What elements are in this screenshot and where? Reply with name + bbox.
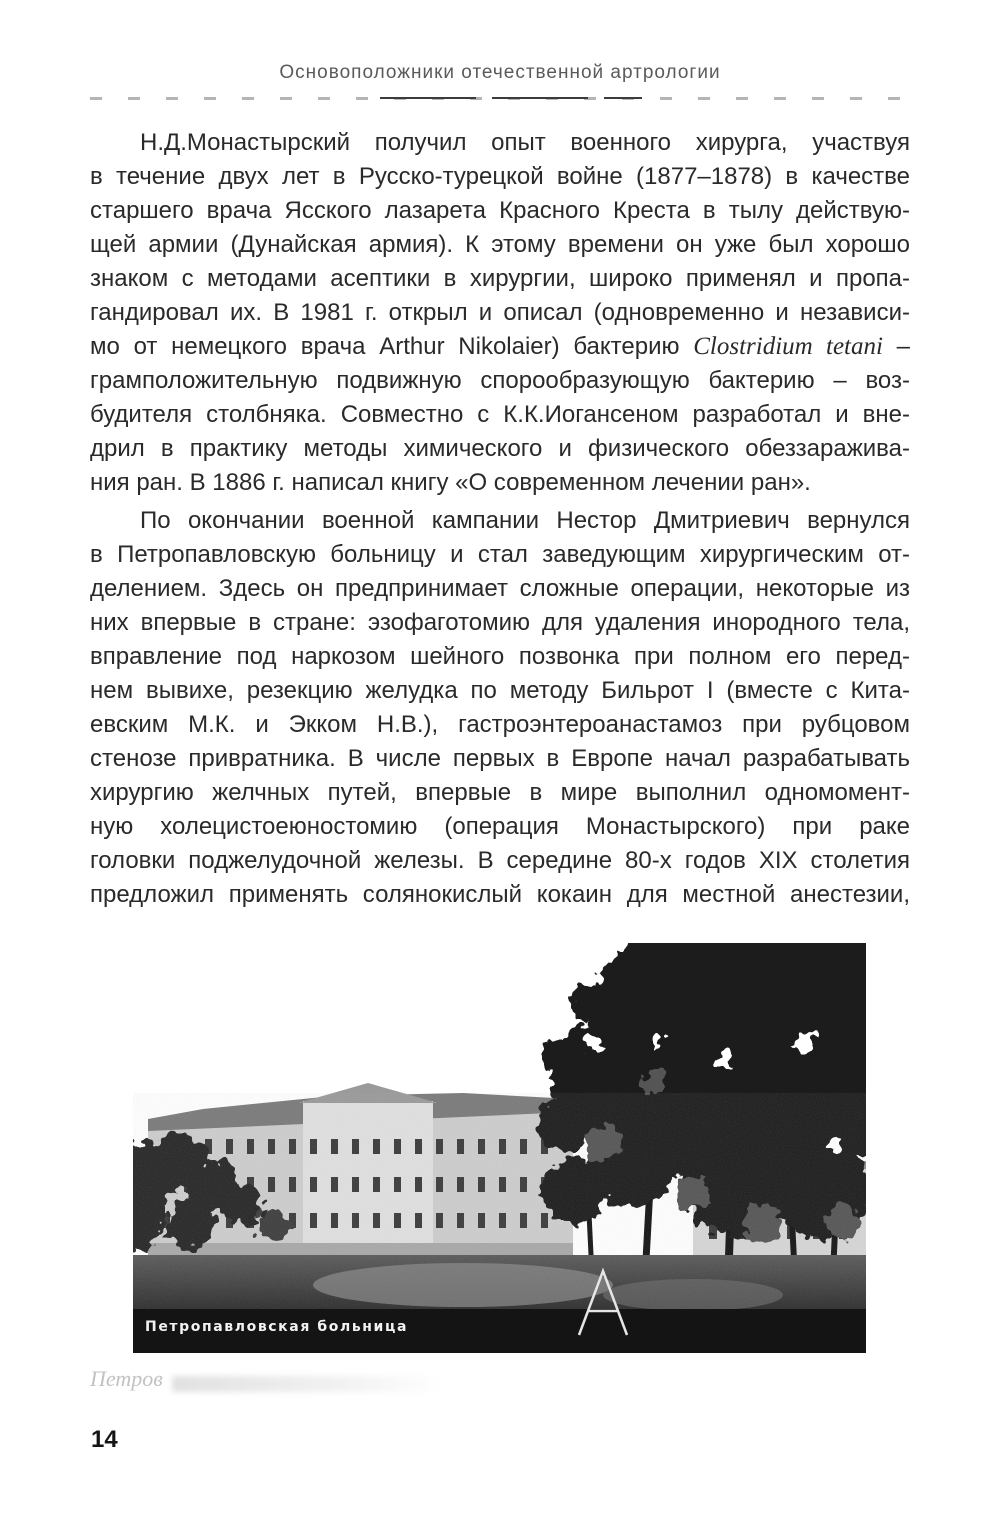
latin-species-name: Clostridium tetani	[693, 333, 883, 360]
text-line: ния ран. В 1886 г. написал книгу «О современном лечении ран».	[90, 469, 811, 496]
figure-caption-faded	[172, 1376, 444, 1392]
text-line: Н.Д.Монастырский получил опыт военного хирурга, участвуя	[140, 129, 910, 156]
text-line: дрил в практику методы химического и физического обеззаражива-	[90, 435, 910, 462]
text-line: в Петропавловскую больницу и стал заведующим хирургическим от-	[90, 541, 910, 568]
photo-label: Петропавловская больница	[145, 1319, 408, 1335]
text-line: хирургию желчных путей, впервые в мире выполнил одномомент-	[90, 779, 910, 806]
text-line: них впервые в стране: эзофаготомию для удаления инородного тела,	[90, 609, 910, 636]
text-line: По окончании военной кампании Нестор Дмитриевич вернулся	[140, 507, 910, 534]
page-number: 14	[91, 1426, 118, 1453]
text-line: старшего врача Ясского лазарета Красного Креста в тылу действую-	[90, 197, 910, 224]
text-line: нем вывихе, резекцию желудка по методу Бильрот I (вместе с Кита-	[90, 677, 910, 704]
text-line: головки поджелудочной железы. В середине 80-х годов XIX столетия	[90, 847, 910, 874]
running-head: Основоположники отечественной артрологии	[279, 62, 721, 83]
paragraph-1	[90, 126, 910, 500]
text-line: гандировал их. В 1981 г. открыл и описал (одновременно и независи-	[90, 299, 910, 326]
text-line: евским М.К. и Экком Н.В.), гастроэнтероанастамоз при рубцовом	[90, 711, 910, 738]
text-line	[90, 330, 910, 364]
text-line: делением. Здесь он предпринимает сложные операции, некоторые из	[90, 575, 910, 602]
text-line: грамположительную подвижную спорообразующую бактерию – воз-	[90, 367, 910, 394]
text-segment: –	[882, 333, 910, 360]
figure-caption: Петров	[90, 1366, 163, 1391]
text-line: щей армии (Дунайская армия). К этому времени он уже был хорошо	[90, 231, 910, 258]
text-line: ную холецистоеюностомию (операция Монастырского) при раке	[90, 813, 910, 840]
text-line: вправление под наркозом шейного позвонка при полном его перед-	[90, 643, 910, 670]
text-segment: мо от немецкого врача Arthur Nikolaier) бактерию	[90, 333, 694, 360]
text-line: знаком с методами асептики в хирургии, широко применял и пропа-	[90, 265, 910, 292]
text-line: предложил применять солянокислый кокаин для местной анестезии,	[90, 881, 910, 908]
text-line: в течение двух лет в Русско-турецкой войне (1877–1878) в качестве	[90, 163, 910, 190]
hospital-photo	[133, 943, 866, 1353]
text-line: будителя столбняка. Совместно с К.К.Иогансеном разработал и вне-	[90, 401, 910, 428]
body-text	[90, 126, 910, 916]
running-head-rule-center	[380, 97, 642, 99]
paragraph-2	[90, 504, 910, 912]
text-line: стенозе привратника. В числе первых в Европе начал разрабатывать	[90, 745, 910, 772]
